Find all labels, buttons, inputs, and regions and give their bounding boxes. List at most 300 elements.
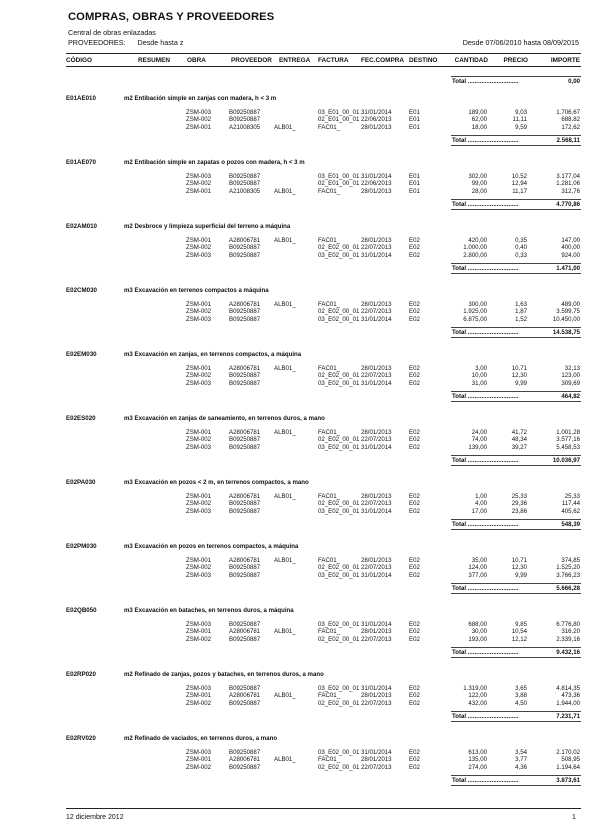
cell-price: 23,86 (511, 507, 527, 515)
cell-delivery: ALB01_ (274, 493, 296, 500)
cell-invoice: 03_E02_00_01 (318, 621, 360, 628)
column-header-invoice: FACTURA (318, 57, 349, 64)
cell-supplier: A28006781 (229, 237, 261, 244)
section-total-label: Total .............................. (452, 777, 519, 784)
section-total-bottom-rule (451, 721, 581, 722)
cell-delivery: ALB01_ (274, 692, 296, 700)
cell-price: 29,36 (511, 500, 527, 508)
section-total-rule (451, 199, 581, 200)
cell-obra: ZSM-003 (186, 379, 212, 387)
cell-supplier: B09250887 (229, 507, 261, 515)
section-total-bottom-rule (451, 273, 581, 274)
cell-destination: E02 (409, 315, 420, 323)
cell-quantity: 274,00 (468, 763, 487, 771)
cell-quantity: 135,00 (468, 756, 487, 764)
section-code: E02AM010 (66, 223, 97, 230)
cell-purchase-date: 22/07/2013 (361, 699, 392, 707)
cell-price: 12,30 (511, 372, 527, 380)
cell-supplier: B09250887 (229, 763, 261, 771)
section-description: m2 Refinado de zanjas, pozos y bataches, en terrenos duros, a mano (124, 671, 324, 678)
report-title: COMPRAS, OBRAS Y PROVEEDORES (68, 11, 275, 23)
cell-purchase-date: 22/07/2013 (361, 500, 392, 508)
cell-supplier: B09250887 (229, 571, 261, 579)
cell-delivery: ALB01_ (274, 429, 296, 436)
cell-amount: 5.458,53 (556, 443, 580, 451)
first-total-rule (451, 76, 581, 77)
cell-quantity: 18,00 (471, 123, 487, 131)
first-total-value: 0,00 (568, 78, 580, 85)
first-total-label: Total .............................. (452, 78, 519, 85)
section-total-bottom-rule (451, 337, 581, 338)
cell-destination: E02 (409, 507, 420, 515)
footer-rule (66, 808, 581, 809)
section-total-value: 14.538,75 (552, 329, 580, 336)
report-subtitle: Central de obras enlazadas (68, 28, 156, 37)
cell-quantity: 377,00 (468, 571, 487, 579)
cell-purchase-date: 28/01/2013 (361, 301, 392, 308)
cell-obra: ZSM-002 (186, 244, 212, 252)
cell-invoice: 03_E01_00_01 (318, 109, 360, 116)
cell-invoice: 02_E02_00_01 (318, 244, 360, 252)
cell-price: 9,59 (515, 123, 527, 131)
section-total-rule (451, 519, 581, 520)
section-total-rule (451, 583, 581, 584)
cell-invoice: FAC01_ (318, 301, 341, 308)
cell-invoice: 03_E02_00_01 (318, 443, 360, 451)
cell-quantity: 613,00 (468, 749, 487, 756)
cell-invoice: 02_E02_00_01 (318, 436, 360, 444)
cell-supplier: B09250887 (229, 685, 261, 692)
cell-destination: E02 (409, 493, 420, 500)
section-total-rule (451, 775, 581, 776)
cell-price: 12,30 (511, 564, 527, 572)
cell-quantity: 1,00 (475, 493, 487, 500)
section-code: E02PM030 (66, 543, 97, 550)
cell-amount: 1.706,67 (556, 109, 580, 116)
section-total-bottom-rule (451, 529, 581, 530)
cell-purchase-date: 22/07/2013 (361, 635, 392, 643)
cell-amount: 312,76 (561, 187, 580, 195)
cell-supplier: B09250887 (229, 564, 261, 572)
filter-value: Desde hasta z (137, 38, 184, 47)
cell-invoice: FAC01_ (318, 237, 341, 244)
section-code: E02EM030 (66, 351, 97, 358)
cell-quantity: 6.875,00 (463, 315, 487, 323)
cell-supplier: B09250887 (229, 500, 261, 508)
cell-quantity: 28,00 (471, 187, 487, 195)
cell-supplier: B09250887 (229, 244, 261, 252)
cell-supplier: A28006781 (229, 429, 261, 436)
cell-price: 3,54 (515, 749, 527, 756)
cell-destination: E01 (409, 173, 420, 180)
section-total-value: 9.432,16 (556, 649, 580, 656)
cell-quantity: 193,00 (468, 635, 487, 643)
column-header-obra: OBRA (187, 57, 206, 64)
cell-delivery: ALB01_ (274, 237, 296, 244)
cell-quantity: 300,00 (468, 301, 487, 308)
cell-quantity: 35,00 (471, 557, 487, 564)
cell-quantity: 302,00 (468, 173, 487, 180)
section-total-rule (451, 135, 581, 136)
cell-purchase-date: 28/01/2013 (361, 237, 392, 244)
cell-price: 12,94 (511, 180, 527, 188)
cell-amount: 172,62 (561, 123, 580, 131)
cell-obra: ZSM-001 (186, 493, 212, 500)
cell-supplier: A28006781 (229, 692, 261, 700)
section-total-bottom-rule (451, 401, 581, 402)
cell-obra: ZSM-003 (186, 507, 212, 515)
column-header-code: CÓDIGO (66, 57, 92, 64)
cell-quantity: 24,00 (471, 429, 487, 436)
cell-supplier: B09250887 (229, 443, 261, 451)
cell-invoice: 03_E02_00_01 (318, 507, 360, 515)
section-description: m3 Excavación en pozos < 2 m, en terrenos compactos, a mano (124, 479, 309, 486)
cell-amount: 688,82 (561, 116, 580, 124)
cell-supplier: B09250887 (229, 308, 261, 316)
cell-amount: 4.814,35 (556, 685, 580, 692)
cell-quantity: 124,00 (468, 564, 487, 572)
cell-purchase-date: 31/01/2014 (361, 251, 392, 259)
cell-obra: ZSM-002 (186, 116, 212, 124)
cell-obra: ZSM-003 (186, 251, 212, 259)
cell-purchase-date: 28/01/2013 (361, 628, 392, 636)
cell-purchase-date: 31/01/2014 (361, 507, 392, 515)
cell-obra: ZSM-001 (186, 123, 212, 131)
cell-obra: ZSM-003 (186, 621, 212, 628)
cell-invoice: 03_E02_00_01 (318, 749, 360, 756)
cell-obra: ZSM-001 (186, 756, 212, 764)
cell-purchase-date: 22/07/2013 (361, 763, 392, 771)
section-total-rule (451, 647, 581, 648)
cell-supplier: B09250887 (229, 109, 261, 116)
cell-quantity: 4,00 (475, 500, 487, 508)
cell-destination: E02 (409, 301, 420, 308)
cell-purchase-date: 31/01/2014 (361, 109, 392, 116)
cell-quantity: 17,00 (471, 507, 487, 515)
section-total-rule (451, 391, 581, 392)
section-description: m2 Desbroce y limpieza superficial del terreno a máquina (124, 223, 291, 230)
section-total-rule (451, 263, 581, 264)
cell-price: 0,40 (515, 244, 527, 252)
section-total-label: Total .............................. (452, 521, 519, 528)
cell-invoice: 03_E02_00_01 (318, 315, 360, 323)
section-total-value: 3.873,61 (556, 777, 580, 784)
cell-purchase-date: 22/07/2013 (361, 436, 392, 444)
cell-obra: ZSM-001 (186, 301, 212, 308)
cell-price: 12,12 (511, 635, 527, 643)
section-total-label: Total .............................. (452, 329, 519, 336)
cell-delivery: ALB01_ (274, 365, 296, 372)
cell-amount: 489,00 (561, 301, 580, 308)
cell-invoice: FAC01_ (318, 123, 341, 131)
section-total-value: 1.471,00 (556, 265, 580, 272)
cell-obra: ZSM-002 (186, 699, 212, 707)
section-code: E01AE070 (66, 159, 96, 166)
cell-purchase-date: 22/06/2013 (361, 180, 392, 188)
cell-invoice: FAC01_ (318, 557, 341, 564)
cell-price: 11,17 (512, 187, 527, 195)
cell-invoice: FAC01_ (318, 756, 341, 764)
date-range: Desde 07/06/2010 hasta 08/09/2015 (462, 38, 579, 47)
cell-purchase-date: 31/01/2014 (361, 749, 392, 756)
cell-amount: 1.001,28 (556, 429, 580, 436)
section-total-bottom-rule (451, 465, 581, 466)
cell-purchase-date: 28/01/2013 (361, 123, 392, 131)
cell-obra: ZSM-001 (186, 365, 212, 372)
cell-obra: ZSM-001 (186, 628, 212, 636)
cell-price: 4,36 (515, 763, 527, 771)
cell-price: 3,77 (515, 756, 527, 764)
cell-destination: E02 (409, 443, 420, 451)
cell-purchase-date: 31/01/2014 (361, 685, 392, 692)
cell-amount: 32,13 (564, 365, 580, 372)
cell-destination: E02 (409, 685, 420, 692)
cell-amount: 1.525,20 (556, 564, 580, 572)
section-total-label: Total .............................. (452, 713, 519, 720)
cell-destination: E02 (409, 372, 420, 380)
cell-supplier: A28006781 (229, 493, 261, 500)
cell-amount: 309,69 (561, 379, 580, 387)
cell-destination: E01 (409, 123, 420, 131)
cell-amount: 1.194,64 (556, 763, 580, 771)
cell-supplier: B09250887 (229, 436, 261, 444)
section-code: E01AE010 (66, 95, 96, 102)
cell-price: 39,27 (511, 443, 527, 451)
cell-destination: E02 (409, 500, 420, 508)
cell-quantity: 688,00 (468, 621, 487, 628)
section-description: m2 Entibación simple en zanjas con madera, h < 3 m (124, 95, 277, 102)
cell-amount: 400,00 (561, 244, 580, 252)
cell-purchase-date: 28/01/2013 (361, 187, 392, 195)
cell-destination: E02 (409, 635, 420, 643)
cell-purchase-date: 31/01/2014 (361, 571, 392, 579)
cell-invoice: 02_E01_00_01 (318, 116, 360, 124)
cell-purchase-date: 22/07/2013 (361, 372, 392, 380)
cell-invoice: 02_E02_00_01 (318, 763, 360, 771)
cell-invoice: 03_E02_00_01 (318, 251, 360, 259)
cell-amount: 3.599,75 (556, 308, 580, 316)
cell-quantity: 1.925,00 (463, 308, 487, 316)
cell-quantity: 122,00 (468, 692, 487, 700)
cell-obra: ZSM-002 (186, 500, 212, 508)
cell-destination: E02 (409, 244, 420, 252)
cell-amount: 1.281,06 (556, 180, 580, 188)
header-top-rule (66, 53, 581, 54)
cell-supplier: B09250887 (229, 379, 261, 387)
section-total-bottom-rule (451, 593, 581, 594)
section-total-value: 5.666,28 (556, 585, 580, 592)
section-code: E02RV020 (66, 735, 96, 742)
cell-price: 9,85 (515, 621, 527, 628)
cell-supplier: B09250887 (229, 635, 261, 643)
cell-amount: 374,85 (561, 557, 580, 564)
cell-price: 1,87 (515, 308, 527, 316)
cell-price: 4,50 (515, 699, 527, 707)
section-description: m3 Excavación en bataches, en terrenos duros, a máquina (124, 607, 294, 614)
cell-obra: ZSM-001 (186, 187, 212, 195)
cell-amount: 405,62 (561, 507, 580, 515)
cell-quantity: 432,00 (468, 699, 487, 707)
cell-purchase-date: 31/01/2014 (361, 173, 392, 180)
cell-purchase-date: 22/07/2013 (361, 308, 392, 316)
cell-purchase-date: 22/07/2013 (361, 564, 392, 572)
section-total-value: 4.770,86 (556, 201, 580, 208)
cell-obra: ZSM-003 (186, 173, 212, 180)
cell-price: 11,11 (512, 116, 527, 124)
cell-purchase-date: 31/01/2014 (361, 315, 392, 323)
section-code: E02QB050 (66, 607, 97, 614)
cell-supplier: B09250887 (229, 372, 261, 380)
section-total-value: 548,39 (561, 521, 580, 528)
cell-amount: 316,20 (561, 628, 580, 636)
cell-amount: 473,36 (561, 692, 580, 700)
cell-supplier: A28006781 (229, 365, 261, 372)
cell-price: 0,33 (515, 251, 527, 259)
cell-quantity: 99,00 (471, 180, 487, 188)
cell-destination: E01 (409, 187, 420, 195)
cell-supplier: A21008305 (229, 187, 261, 195)
section-total-label: Total .............................. (452, 649, 519, 656)
cell-price: 10,71 (511, 365, 527, 372)
cell-obra: ZSM-002 (186, 180, 212, 188)
cell-invoice: 02_E02_00_01 (318, 308, 360, 316)
cell-supplier: B09250887 (229, 180, 261, 188)
cell-obra: ZSM-003 (186, 685, 212, 692)
cell-supplier: B09250887 (229, 315, 261, 323)
cell-invoice: FAC01_ (318, 692, 341, 700)
cell-destination: E01 (409, 180, 420, 188)
cell-obra: ZSM-001 (186, 237, 212, 244)
cell-invoice: 03_E02_00_01 (318, 571, 360, 579)
section-total-bottom-rule (451, 209, 581, 210)
cell-obra: ZSM-002 (186, 372, 212, 380)
cell-purchase-date: 28/01/2013 (361, 692, 392, 700)
cell-invoice: 02_E02_00_01 (318, 372, 360, 380)
cell-price: 3,88 (515, 692, 527, 700)
cell-invoice: 02_E02_00_01 (318, 500, 360, 508)
cell-quantity: 2.800,00 (463, 251, 487, 259)
cell-invoice: FAC01_ (318, 493, 341, 500)
column-header-quantity: CANTIDAD (454, 57, 488, 64)
cell-invoice: 03_E01_00_01 (318, 173, 360, 180)
cell-price: 9,03 (515, 109, 527, 116)
cell-invoice: 03_E02_00_01 (318, 379, 360, 387)
cell-amount: 123,00 (561, 372, 580, 380)
section-description: m2 Entibación simple en zapatas o pozos con madera, h < 3 m (124, 159, 305, 166)
cell-supplier: B09250887 (229, 251, 261, 259)
cell-price: 10,54 (511, 628, 527, 636)
cell-purchase-date: 28/01/2013 (361, 756, 392, 764)
section-description: m3 Excavación en terrenos compactos a máquina (124, 287, 269, 294)
section-description: m2 Refinado de vaciados, en terrenos duros, a mano (124, 735, 278, 742)
cell-supplier: B09250887 (229, 173, 261, 180)
section-total-rule (451, 711, 581, 712)
column-header-summary: RESUMEN (138, 57, 170, 64)
cell-price: 10,52 (511, 173, 527, 180)
cell-destination: E02 (409, 564, 420, 572)
cell-destination: E02 (409, 763, 420, 771)
cell-supplier: A28006781 (229, 557, 261, 564)
cell-destination: E02 (409, 429, 420, 436)
cell-supplier: B09250887 (229, 621, 261, 628)
cell-destination: E02 (409, 436, 420, 444)
cell-invoice: 03_E02_00_01 (318, 685, 360, 692)
cell-obra: ZSM-001 (186, 692, 212, 700)
cell-purchase-date: 28/01/2013 (361, 429, 392, 436)
cell-amount: 6.776,80 (556, 621, 580, 628)
cell-destination: E02 (409, 237, 420, 244)
cell-obra: ZSM-002 (186, 564, 212, 572)
cell-price: 41,72 (511, 429, 527, 436)
cell-price: 1,52 (515, 315, 527, 323)
cell-obra: ZSM-003 (186, 109, 212, 116)
cell-purchase-date: 31/01/2014 (361, 443, 392, 451)
cell-obra: ZSM-003 (186, 749, 212, 756)
section-total-rule (451, 455, 581, 456)
cell-supplier: B09250887 (229, 749, 261, 756)
section-total-bottom-rule (451, 145, 581, 146)
cell-amount: 3.577,16 (556, 436, 580, 444)
cell-delivery: ALB01_ (274, 187, 296, 195)
section-description: m3 Excavación en zanjas de saneamiento, en terrenos duros, a mano (124, 415, 325, 422)
cell-delivery: ALB01_ (274, 123, 296, 131)
page-number: 1 (572, 814, 576, 821)
cell-obra: ZSM-001 (186, 557, 212, 564)
cell-price: 9,99 (515, 379, 527, 387)
section-total-value: 464,82 (561, 393, 580, 400)
cell-destination: E02 (409, 379, 420, 387)
cell-supplier: A28006781 (229, 756, 261, 764)
cell-obra: ZSM-002 (186, 763, 212, 771)
cell-obra: ZSM-002 (186, 635, 212, 643)
column-header-supplier: PROVEEDOR (231, 57, 272, 64)
cell-amount: 3.766,23 (556, 571, 580, 579)
cell-delivery: ALB01_ (274, 301, 296, 308)
section-total-label: Total .............................. (452, 201, 519, 208)
section-total-value: 10.036,97 (552, 457, 580, 464)
column-header-amount: IMPORTE (550, 57, 580, 64)
cell-amount: 3.177,04 (556, 173, 580, 180)
section-description: m3 Excavación en zanjas, en terrenos compactos, a máquina (124, 351, 302, 358)
cell-obra: ZSM-003 (186, 571, 212, 579)
cell-amount: 117,44 (561, 500, 580, 508)
cell-supplier: A28006781 (229, 301, 261, 308)
cell-delivery: ALB01_ (274, 756, 296, 764)
cell-price: 10,71 (511, 557, 527, 564)
cell-purchase-date: 22/07/2013 (361, 244, 392, 252)
section-total-label: Total .............................. (452, 457, 519, 464)
column-header-purchase-date: FEC.COMPRA (361, 57, 404, 64)
header-bottom-rule (66, 66, 581, 67)
cell-invoice: FAC01_ (318, 187, 341, 195)
cell-invoice: FAC01_ (318, 429, 341, 436)
cell-price: 25,33 (511, 493, 527, 500)
cell-purchase-date: 31/01/2014 (361, 621, 392, 628)
cell-quantity: 189,00 (468, 109, 487, 116)
cell-purchase-date: 28/01/2013 (361, 365, 392, 372)
cell-quantity: 3,00 (475, 365, 487, 372)
column-header-delivery: ENTREGA (279, 57, 311, 64)
cell-purchase-date: 28/01/2013 (361, 493, 392, 500)
cell-purchase-date: 28/01/2013 (361, 557, 392, 564)
cell-delivery: ALB01_ (274, 557, 296, 564)
cell-amount: 1.944,00 (556, 699, 580, 707)
cell-amount: 508,95 (561, 756, 580, 764)
section-code: E02ES020 (66, 415, 96, 422)
cell-amount: 25,33 (564, 493, 580, 500)
cell-obra: ZSM-002 (186, 308, 212, 316)
cell-quantity: 420,00 (468, 237, 487, 244)
